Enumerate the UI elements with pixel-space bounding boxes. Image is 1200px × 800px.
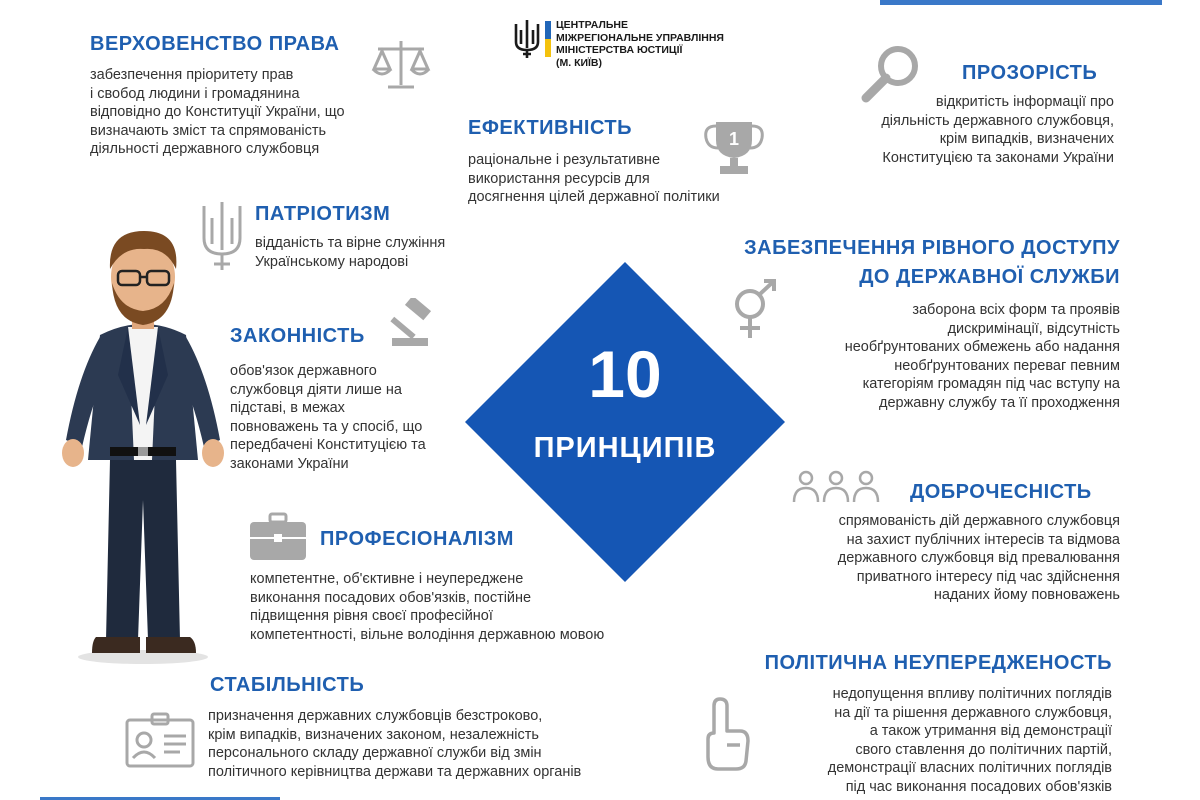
ministry-logo	[512, 18, 542, 62]
raised-finger-icon	[700, 695, 752, 773]
principle-title-transparency: ПРОЗОРІСТЬ	[962, 62, 1098, 84]
principle-text-professionalism: компетентне, об'єктивне і неупереджене виконання посадових обов'язків, постійне підвищення рівня своєї професійної компетентності, вільне володіння державною мовою	[250, 571, 605, 643]
principle-text-political-neutrality: недопущення впливу політичних поглядів на дії та рішення державного службовця, а також утримання від демонстрації свого ставлення до політичних партій, демонстрації власних політичних поглядів під час виконання посадових обов'язків	[827, 686, 1112, 795]
principle-text-stability: призначення державних службовців безстроково, крім випадків, визначених законом, незалежність персонального складу державної служби від змін політичного керівництва держави та державних органів	[208, 708, 582, 780]
trophy-label: 1	[728, 129, 740, 149]
id-card-icon	[124, 712, 196, 770]
principle-title-patriotism: ПАТРІОТИЗМ	[255, 203, 391, 225]
trident-logo-icon	[512, 18, 542, 62]
top-accent-bar	[880, 0, 1162, 5]
principle-text-efficiency: раціональне і результативне використання ресурсів для досягнення цілей державної політики	[468, 152, 720, 205]
principle-title-stability: СТАБІЛЬНІСТЬ	[210, 674, 365, 696]
scales-icon	[370, 35, 432, 95]
principle-title-professionalism: ПРОФЕСІОНАЛІЗМ	[320, 528, 514, 550]
principle-text-legality: обов'язок державного службовця діяти лише на підставі, в межах повноважень та у спосіб, що передбачені Конституцією та законами України	[230, 363, 426, 472]
principle-title-legality: ЗАКОННІСТЬ	[230, 325, 365, 347]
principle-title-efficiency: ЕФЕКТИВНІСТЬ	[468, 117, 633, 139]
principle-text-equal-access: заборона всіх форм та проявів дискримінації, відсутність необґрунтованих обмежень або надання необґрунтованих переваг певним категоріям громадян під час вступу на державну службу та її проходження	[844, 302, 1120, 411]
logo-text: ЦЕНТРАЛЬНЕ МІЖРЕГІОНАЛЬНЕ УПРАВЛІННЯ МІНІСТЕРСТВА ЮСТИЦІЇ (М. КИЇВ)	[556, 19, 724, 69]
flag-yellow	[545, 39, 551, 57]
principle-title-rule-of-law: ВЕРХОВЕНСТВО ПРАВА	[90, 33, 340, 55]
principle-title-equal-access-line1: ЗАБЕЗПЕЧЕННЯ РІВНОГО ДОСТУПУ	[744, 237, 1120, 259]
people-group-icon	[790, 468, 882, 506]
principle-text-rule-of-law: забезпечення пріоритету прав і свобод людини і громадянина відповідно до Конституції України, що визначають зміст та спрямованість діяльності державного службовця	[90, 67, 345, 157]
principle-title-political-neutrality: ПОЛІТИЧНА НЕУПЕРЕДЖЕНОСТЬ	[764, 652, 1112, 674]
gavel-icon	[386, 298, 446, 352]
principle-title-integrity: ДОБРОЧЕСНІСТЬ	[910, 481, 1092, 503]
center-number: 10	[588, 337, 662, 411]
gender-icon	[728, 278, 784, 344]
trident-icon	[198, 200, 246, 276]
civil-servant-illustration	[48, 225, 238, 665]
center-label: ПРИНЦИПІВ	[533, 432, 717, 464]
principle-text-integrity: спрямованість дій державного службовця на захист публічних інтересів та відмова державного службовця від превалювання приватного інтересу під час здійснення наданих йому повноважень	[837, 513, 1120, 603]
flag-blue	[545, 21, 551, 39]
briefcase-icon	[248, 512, 308, 562]
principle-text-transparency: відкритість інформації про діяльність державного службовця, крім випадків, визначених Конституцією та законами України	[881, 94, 1114, 166]
principle-title-equal-access-line2: ДО ДЕРЖАВНОЇ СЛУЖБИ	[859, 266, 1120, 288]
principle-text-patriotism: відданість та вірне служіння Українському народові	[255, 235, 446, 270]
